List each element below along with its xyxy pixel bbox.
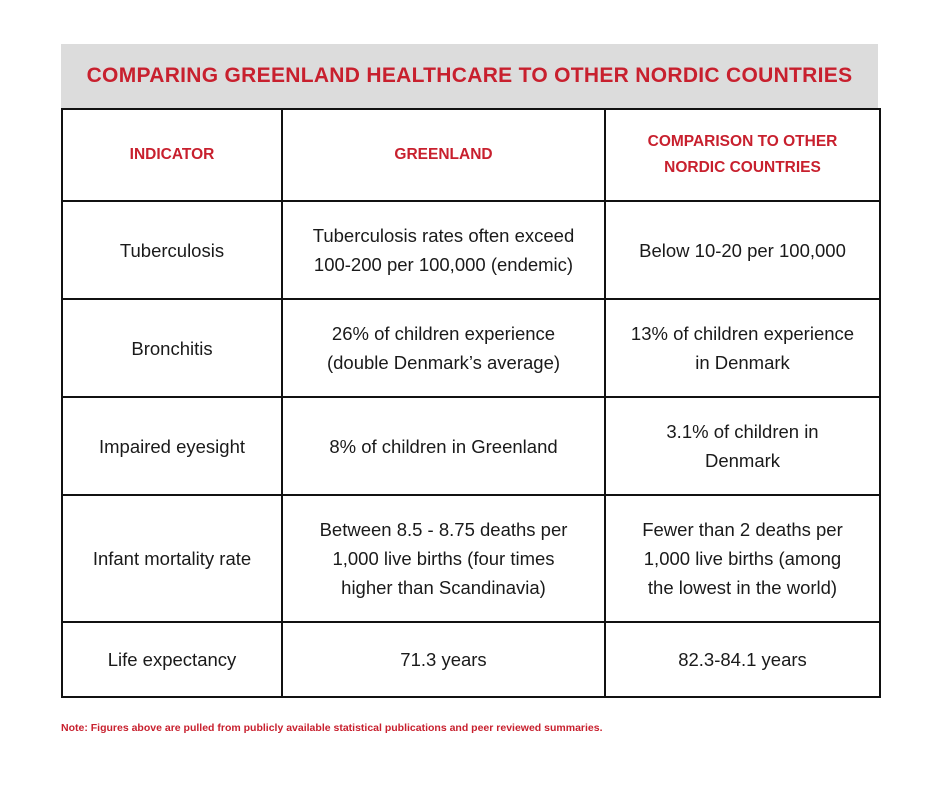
indicator-cell: Infant mortality rate (62, 495, 282, 622)
comparison-cell: Below 10-20 per 100,000 (605, 201, 880, 299)
indicator-cell: Bronchitis (62, 299, 282, 397)
table-row (62, 622, 880, 697)
footnote: Note: Figures above are pulled from publicly available statistical publications and peer reviewed summaries. (61, 722, 603, 734)
table-row (62, 299, 880, 397)
indicator-cell: Tuberculosis (62, 201, 282, 299)
table-row (62, 201, 880, 299)
greenland-cell: Between 8.5 - 8.75 deaths per 1,000 live births (four times higher than Scandinavia) (282, 495, 605, 622)
header-greenland: GREENLAND (282, 109, 605, 201)
header-comparison: COMPARISON TO OTHER NORDIC COUNTRIES (605, 109, 880, 201)
header-indicator: INDICATOR (62, 109, 282, 201)
indicator-cell: Impaired eyesight (62, 397, 282, 495)
greenland-cell: Tuberculosis rates often exceed 100-200 per 100,000 (endemic) (282, 201, 605, 299)
greenland-cell: 71.3 years (282, 622, 605, 697)
indicator-cell: Life expectancy (62, 622, 282, 697)
table-row (62, 495, 880, 622)
comparison-cell: 3.1% of children in Denmark (605, 397, 880, 495)
table-header-row (62, 109, 880, 201)
comparison-cell: 13% of children experience in Denmark (605, 299, 880, 397)
comparison-cell: 82.3-84.1 years (605, 622, 880, 697)
comparison-cell: Fewer than 2 deaths per 1,000 live births (among the lowest in the world) (605, 495, 880, 622)
greenland-cell: 8% of children in Greenland (282, 397, 605, 495)
table-row (62, 397, 880, 495)
greenland-cell: 26% of children experience (double Denmark’s average) (282, 299, 605, 397)
page-title: COMPARING GREENLAND HEALTHCARE TO OTHER NORDIC COUNTRIES (61, 44, 878, 108)
comparison-table (61, 108, 881, 698)
